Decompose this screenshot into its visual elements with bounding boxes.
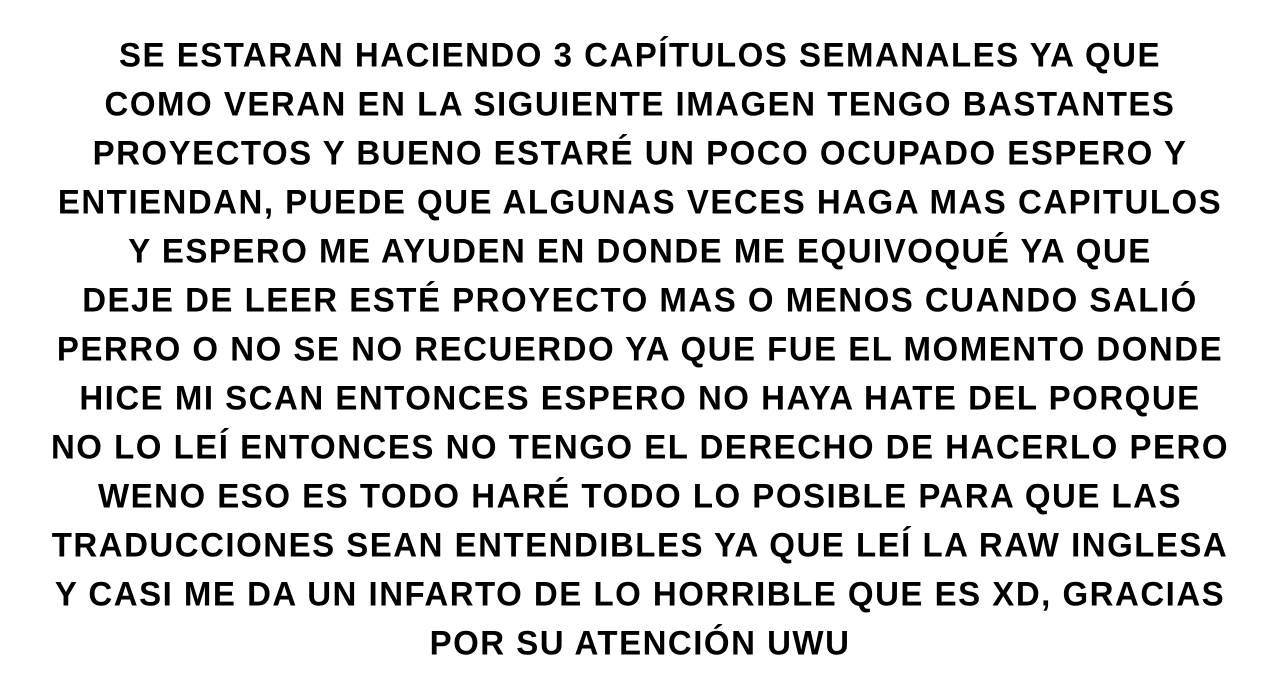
- note-line: Y CASI ME DA UN INFARTO DE LO HORRIBLE QUE ES XD, GRACIAS: [54, 574, 1226, 613]
- note-line: HICE MI SCAN ENTONCES ESPERO NO HAYA HATE DEL PORQUE: [79, 378, 1201, 417]
- note-line: WENO ESO ES TODO HARÉ TODO LO POSIBLE PARA QUE LAS: [97, 476, 1183, 515]
- note-line: ENTIENDAN, PUEDE QUE ALGUNAS VECES HAGA MAS CAPITULOS: [57, 182, 1223, 221]
- note-line: PROYECTOS Y BUENO ESTARÉ UN POCO OCUPADO ESPERO Y: [92, 133, 1188, 172]
- note-line: COMO VERAN EN LA SIGUIENTE IMAGEN TENGO BASTANTES: [104, 84, 1176, 123]
- note-line: DEJE DE LEER ESTÉ PROYECTO MAS O MENOS CUANDO SALIÓ: [82, 280, 1198, 319]
- note-line: POR SU ATENCIÓN UWU: [429, 623, 851, 662]
- note-line: NO LO LEÍ ENTONCES NO TENGO EL DERECHO DE HACERLO PERO: [50, 427, 1230, 466]
- note-line: TRADUCCIONES SEAN ENTENDIBLES YA QUE LEÍ LA RAW INGLESA: [51, 525, 1229, 564]
- note-line: PERRO O NO SE NO RECUERDO YA QUE FUE EL MOMENTO DONDE: [56, 329, 1224, 368]
- note-line: SE ESTARAN HACIENDO 3 CAPÍTULOS SEMANALES YA QUE: [119, 35, 1161, 74]
- note-line: Y ESPERO ME AYUDEN EN DONDE ME EQUIVOQUÉ YA QUE: [128, 231, 1152, 270]
